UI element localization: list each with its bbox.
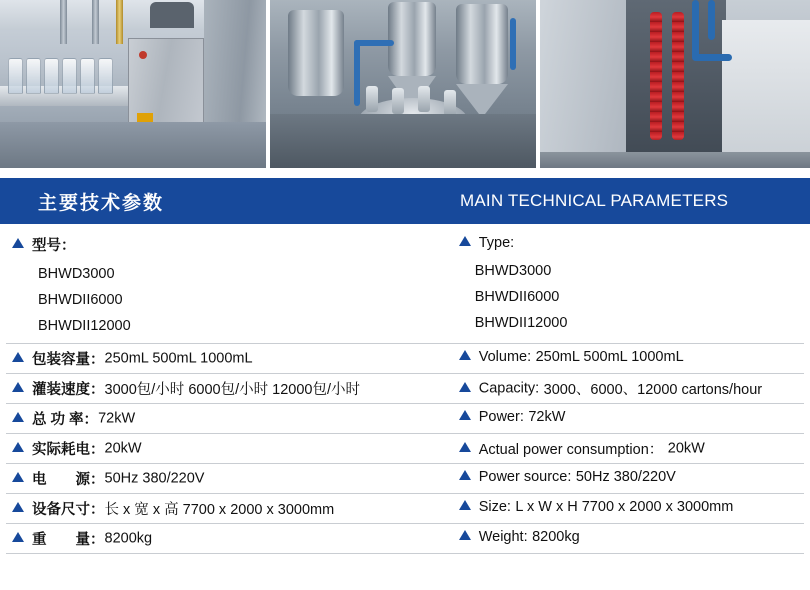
param-cell-en	[443, 524, 804, 553]
model-item: BHWDII12000	[38, 318, 131, 334]
triangle-bullet-icon	[12, 502, 24, 512]
param-value-en: 50Hz 380/220V	[575, 468, 676, 485]
table-row-model	[6, 230, 804, 344]
model-item: BHWDII6000	[38, 292, 123, 308]
table-row	[6, 524, 804, 554]
triangle-bullet-icon	[459, 410, 471, 420]
param-label-cn: 设备尺寸：	[32, 502, 105, 518]
param-value-cn: 50Hz 380/220V	[104, 470, 205, 487]
param-cell-en	[443, 434, 804, 463]
model-list-en	[475, 258, 804, 336]
model-item: BHWDII12000	[474, 315, 568, 331]
param-value-en: 250mL 500mL 1000mL	[535, 348, 684, 365]
triangle-bullet-icon	[459, 470, 471, 480]
param-cell-en	[443, 494, 804, 523]
triangle-bullet-icon	[459, 350, 471, 360]
triangle-bullet-icon	[459, 442, 471, 452]
param-cell-cn	[6, 404, 443, 433]
table-row	[6, 404, 804, 434]
param-cell-cn	[6, 464, 443, 493]
param-label-cn: 包装容量：	[32, 352, 105, 368]
triangle-bullet-icon	[12, 352, 24, 362]
param-label-en: Weight:	[478, 528, 528, 545]
param-cell-cn	[6, 344, 443, 373]
param-value-cn: 20kW	[104, 440, 142, 457]
param-value-en: 72kW	[528, 408, 566, 425]
param-cell-cn	[6, 524, 443, 553]
model-item: BHWD3000	[38, 266, 115, 282]
triangle-bullet-icon	[12, 442, 24, 452]
param-cell-en	[443, 344, 804, 373]
triangle-bullet-icon	[459, 382, 471, 392]
param-label-en: Power source:	[478, 468, 572, 485]
param-value-en: 8200kg	[532, 528, 580, 545]
param-value-cn: 250mL 500mL 1000mL	[104, 350, 253, 367]
triangle-bullet-icon	[459, 500, 471, 510]
param-value-cn: 72kW	[98, 410, 136, 427]
model-list-cn	[38, 261, 443, 339]
filling-line-photo	[0, 0, 266, 168]
triangle-bullet-icon	[12, 382, 24, 392]
table-row	[6, 464, 804, 494]
param-cell-en	[443, 374, 804, 403]
param-cell-en	[443, 404, 804, 433]
triangle-bullet-icon	[459, 530, 471, 540]
model-cell-cn	[6, 230, 443, 343]
triangle-bullet-icon	[12, 472, 24, 482]
param-label-en: Actual power consumption：	[478, 442, 664, 458]
table-row	[6, 344, 804, 374]
table-row	[6, 494, 804, 524]
triangle-bullet-icon	[12, 412, 24, 422]
table-row	[6, 374, 804, 404]
param-label-cn: 总 功 率：	[32, 412, 99, 428]
triangle-bullet-icon	[12, 532, 24, 542]
section-title-cn: 主要技术参数	[38, 192, 165, 214]
table-row	[6, 434, 804, 464]
param-value-cn: 8200kg	[104, 530, 153, 547]
model-item: BHWDII6000	[474, 289, 560, 305]
param-label-en: Power:	[478, 408, 524, 425]
param-label-en: Size:	[478, 498, 511, 515]
param-label-cn: 重 量：	[32, 532, 105, 548]
photo-strip	[0, 0, 810, 168]
param-label-en: Volume:	[478, 348, 532, 365]
param-value-en: L x W x H 7700 x 2000 x 3000mm	[515, 498, 734, 515]
parameters-table	[0, 230, 810, 554]
param-value-en: 20kW	[667, 440, 705, 457]
stainless-tanks-photo	[270, 0, 536, 168]
model-cell-en	[443, 230, 804, 343]
section-title-bar	[0, 178, 810, 224]
param-cell-en	[443, 464, 804, 493]
param-value-cn: 3000包/小时 6000包/小时 12000包/小时	[104, 382, 360, 398]
param-cell-cn	[6, 374, 443, 403]
param-label-cn: 电 源：	[32, 472, 105, 488]
section-title-en: MAIN TECHNICAL PARAMETERS	[460, 191, 729, 210]
model-label-cn: 型号：	[32, 238, 76, 254]
param-value-cn: 长 x 宽 x 高 7700 x 2000 x 3000mm	[104, 502, 335, 518]
model-label-en: Type:	[478, 234, 515, 251]
param-cell-cn	[6, 494, 443, 523]
param-value-en: 3000、6000、12000 cartons/hour	[543, 382, 763, 398]
param-label-en: Capacity:	[478, 380, 540, 397]
param-label-cn: 实际耗电：	[32, 442, 105, 458]
model-item: BHWD3000	[474, 263, 552, 279]
param-label-cn: 灌装速度：	[32, 382, 105, 398]
triangle-bullet-icon	[459, 236, 471, 246]
blow-molding-photo	[540, 0, 810, 168]
triangle-bullet-icon	[12, 238, 24, 248]
param-cell-cn	[6, 434, 443, 463]
